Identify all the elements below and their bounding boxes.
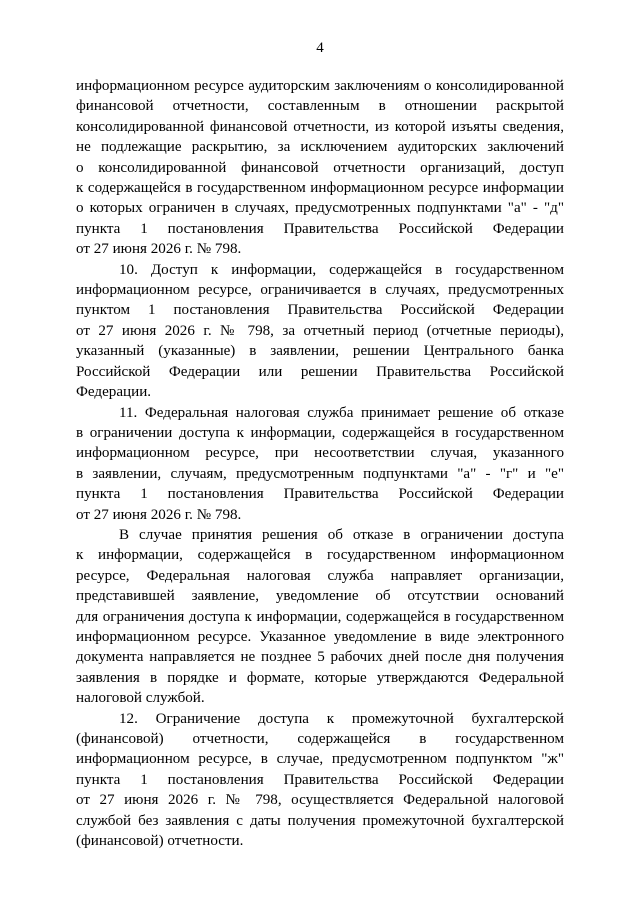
text-line: указанный (указанные) в заявлении, решении Центрального банка [76,343,564,360]
text-line: от 27 июня 2026 г. № 798. [76,241,242,258]
text-line: пункта 1 постановления Правительства Российской Федерации [76,486,564,503]
text-line: налоговой службой. [76,690,205,707]
text-line: 11. Федеральная налоговая служба принимает решение об отказе [119,404,564,421]
text-line: информационном ресурсе, в случае, предусмотренном подпунктом "ж" [76,751,564,768]
paragraph-10 [76,260,564,403]
text-line: заявления в порядке и формате, которые утверждаются Федеральной [76,669,564,686]
text-line: в заявлении, случаям, предусмотренным подпунктами "а" - "г" и "е" [76,465,564,482]
paragraph-continuation [76,76,564,260]
text-line: Федерации. [76,384,152,401]
text-line: службой без заявления с даты получения промежуточной бухгалтерской [76,812,564,829]
text-line: информационном ресурсе, ограничивается в случаях, предусмотренных [76,282,564,299]
text-line: ресурсе, Федеральная налоговая служба направляет организации, [76,567,564,584]
text-line: пунктом 1 постановления Правительства Российской Федерации [76,302,564,319]
text-line: для ограничения доступа к информации, содержащейся в государственном [76,608,564,625]
text-line: от 27 июня 2026 г. № 798, осуществляется Федеральной налоговой [76,792,564,809]
document-body [76,76,564,851]
text-line: от 27 июня 2026 г. № 798, за отчетный период (отчетные периоды), [76,322,564,339]
text-line: о консолидированной финансовой отчетности организаций, доступ [76,159,564,176]
text-line: документа направляется не позднее 5 рабочих дней после дня получения [76,649,564,666]
text-line: о которых ограничен в случаях, предусмотренных подпунктами "а" - "д" [76,200,564,217]
text-line: консолидированной финансовой отчетности, из которой изъяты сведения, [76,118,564,135]
text-line: не подлежащие раскрытию, за исключением аудиторских заключений [76,139,564,156]
text-line: представившей заявление, уведомление об отсутствии оснований [76,588,564,605]
text-line: 10. Доступ к информации, содержащейся в государственном [119,261,564,278]
text-line: от 27 июня 2026 г. № 798. [76,506,242,523]
paragraph-refusal-notice [76,525,564,709]
page-number: 4 [316,40,324,56]
text-line: 12. Ограничение доступа к промежуточной бухгалтерской [119,710,564,727]
paragraph-11 [76,403,564,525]
text-line: информационном ресурсе аудиторским заключениям о консолидированной [76,78,564,94]
text-line: (финансовой) отчетности. [76,833,244,850]
text-line: информационном ресурсе. Указанное уведомление в виде электронного [76,628,564,645]
text-line: В случае принятия решения об отказе в ограничении доступа [119,526,564,543]
text-line: информационном ресурсе, при несоответствии случая, указанного [76,445,564,462]
text-line: Российской Федерации или решении Правительства Российской [76,363,564,380]
text-line: к содержащейся в государственном информационном ресурсе информации [76,180,564,197]
paragraph-12 [76,709,564,852]
text-line: (финансовой) отчетности, содержащейся в государственном [76,731,564,747]
text-line: финансовой отчетности, составленным в отношении раскрытой [76,98,564,115]
text-line: пункта 1 постановления Правительства Российской Федерации [76,220,564,237]
text-line: к информации, содержащейся в государственном информационном [76,547,564,564]
text-line: пункта 1 постановления Правительства Российской Федерации [76,771,564,788]
text-line: в ограничении доступа к информации, содержащейся в государственном [76,424,564,441]
